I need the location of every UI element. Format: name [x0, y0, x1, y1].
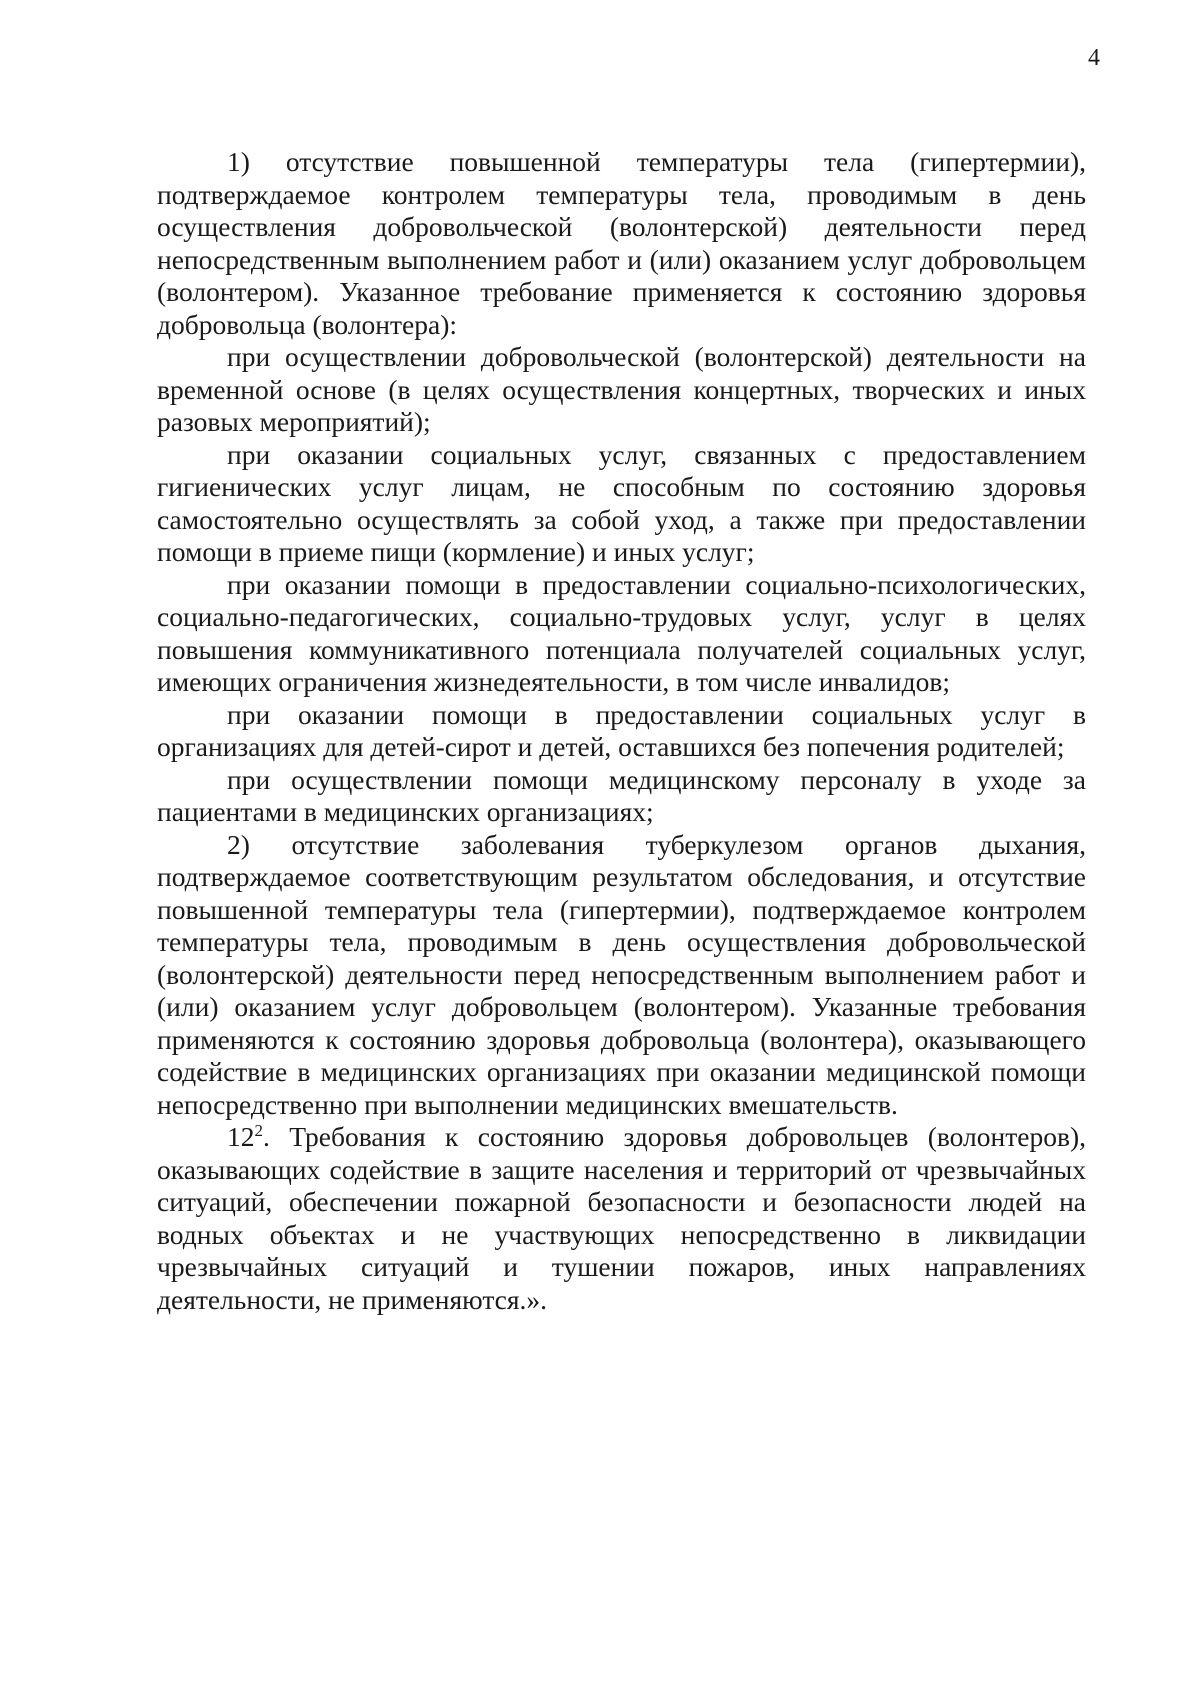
paragraph-subitem-social-psychological-services: при оказании помощи в предоставлении социально-психологических, социально-педагогических, социально-трудовых услуг, услуг в целях повышения коммуникативного потенциала получателей социальных услуг, имеющих ограничения жизнедеятельности, в том числе инвалидов; — [157, 568, 1086, 697]
body-text — [157, 146, 1086, 1316]
paragraph-item-1: 1) отсутствие повышенной температуры тела (гипертермии), подтверждаемое контролем температуры тела, проводимым в день осуществления добровольческой (волонтерской) деятельности перед непосредственным выполнением работ и (или) оказанием услуг добровольцем (волонтером). Указанное требование применяется к состоянию здоровья добровольца (волонтера): — [157, 146, 1086, 340]
clause-superscript: 2 — [254, 1120, 263, 1140]
paragraph-subitem-orphan-organizations: при оказании помощи в предоставлении социальных услуг в организациях для детей-сирот и детей, оставшихся без попечения родителей; — [157, 698, 1086, 762]
page-number: 4 — [1088, 45, 1100, 71]
paragraph-item-2: 2) отсутствие заболевания туберкулезом органов дыхания, подтверждаемое соответствующим результатом обследования, и отсутствие повышенной температуры тела (гипертермии), подтверждаемое контролем температуры тела, проводимым в день осуществления добровольческой (волонтерской) деятельности перед непосредственным выполнением работ и (или) оказанием услуг добровольцем (волонтером). Указанные требования применяются к состоянию здоровья добровольца (волонтера), оказывающего содействие в медицинских организациях при оказании медицинской помощи непосредственно при выполнении медицинских вмешательств. — [157, 828, 1086, 1120]
clause-number: 12 — [227, 1121, 255, 1152]
paragraph-subitem-medical-staff-assistance: при осуществлении помощи медицинскому персоналу в уходе за пациентами в медицинских организациях; — [157, 763, 1086, 827]
clause-text: . Требования к состоянию здоровья добровольцев (волонтеров), оказывающих содействие в защите населения и территорий от чрезвычайных ситуаций, обеспечении пожарной безопасности и безопасности людей на водных объектах и не участвующих непосредственно в ликвидации чрезвычайных ситуаций и тушении пожаров, иных направлениях деятельности, не применяются.». — [157, 1121, 1086, 1315]
paragraph-subitem-social-hygiene-services: при оказании социальных услуг, связанных с предоставлением гигиенических услуг лицам, не способным по состоянию здоровья самостоятельно осуществлять за собой уход, а также при предоставлении помощи в приеме пищи (кормление) и иных услуг; — [157, 438, 1086, 567]
paragraph-subitem-temporary-activity: при осуществлении добровольческой (волонтерской) деятельности на временной основе (в целях осуществления концертных, творческих и иных разовых мероприятий); — [157, 341, 1086, 437]
paragraph-clause-12-2 — [157, 1121, 1086, 1316]
